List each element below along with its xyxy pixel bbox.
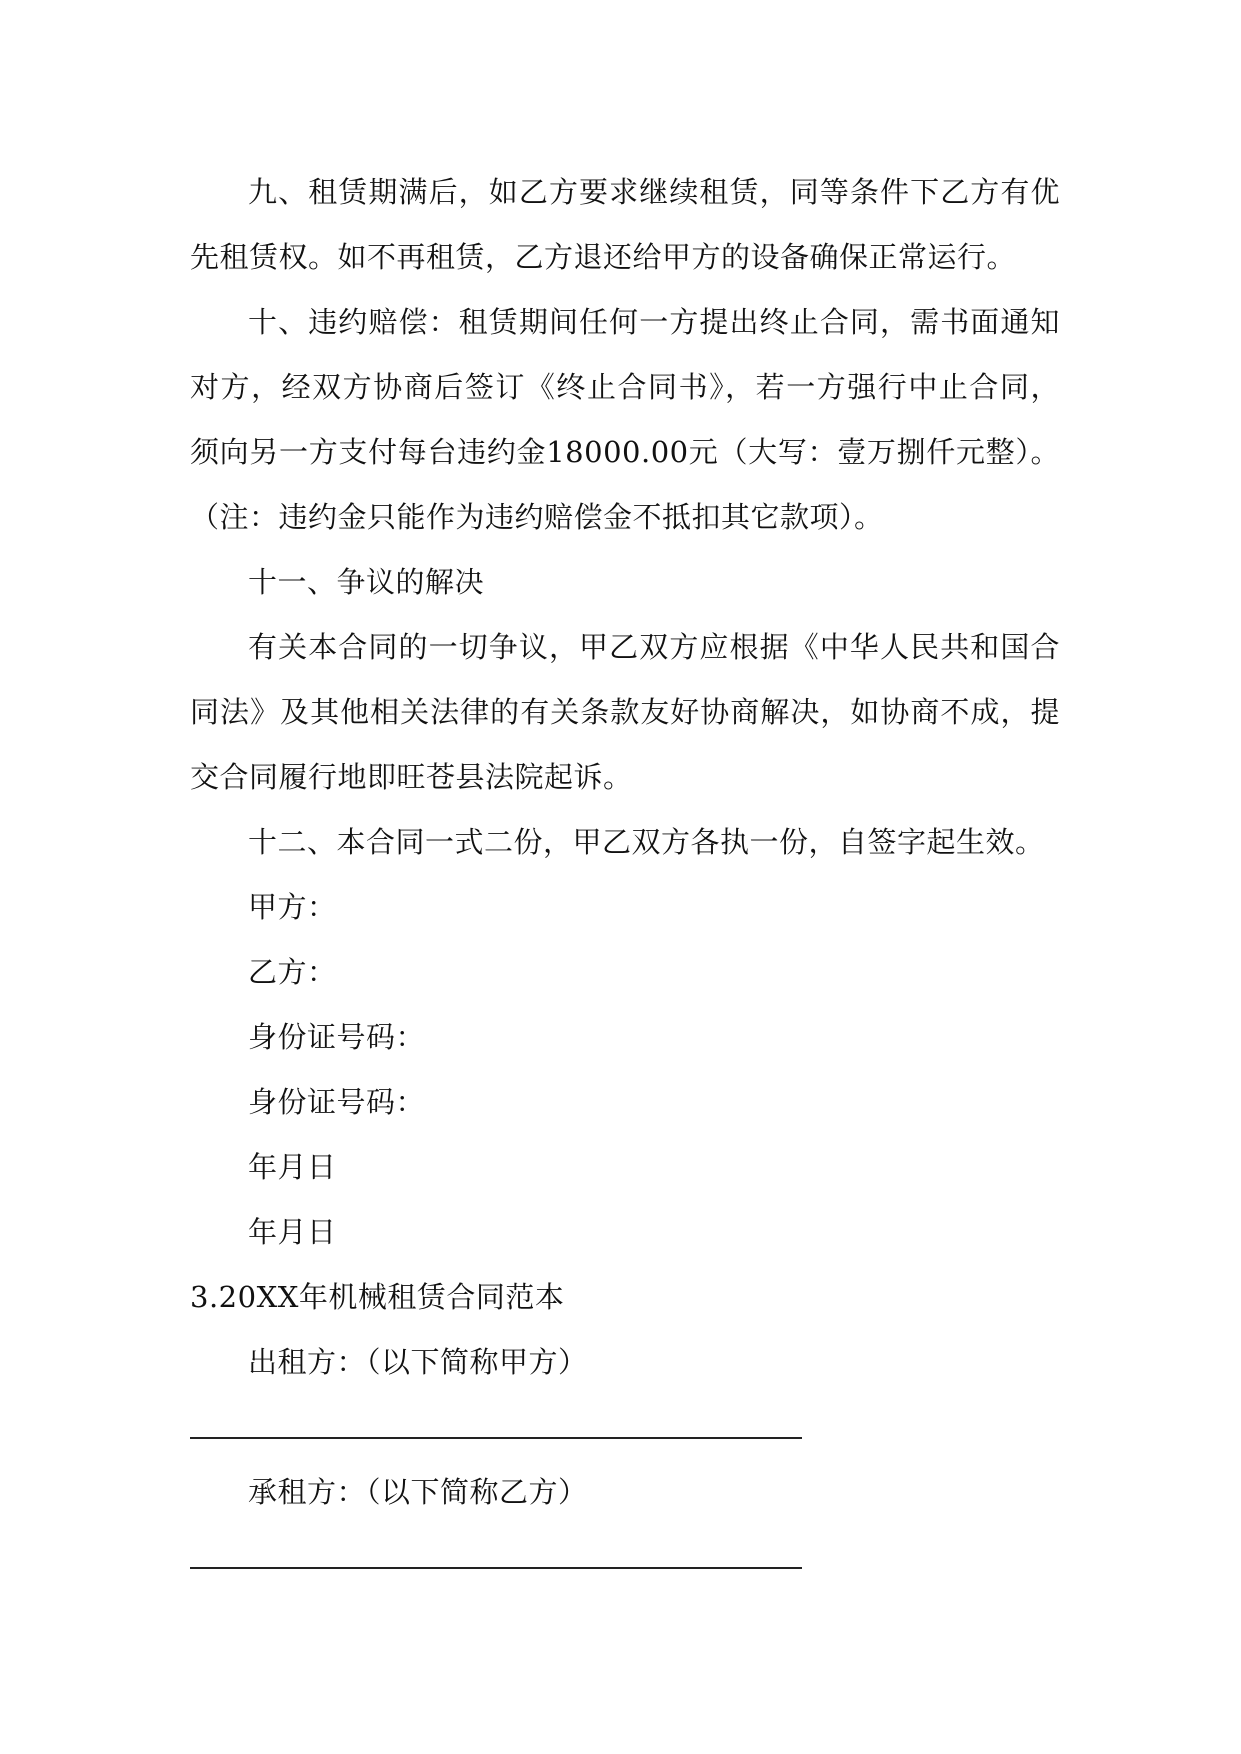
clause-ten: 十、违约赔偿：租赁期间任何一方提出终止合同，需书面通知对方，经双方协商后签订《终止合同书》，若一方强行中止合同，须向另一方支付每台违约金18000.00元（大写：壹万捌仟元整）。（注：违约金只能作为违约赔偿金不抵扣其它款项）。 — [190, 305, 1060, 534]
document-page — [190, 160, 1060, 1590]
clause-eleven-body: 有关本合同的一切争议，甲乙双方应根据《中华人民共和国合同法》及其他相关法律的有关条款友好协商解决，如协商不成，提交合同履行地即旺苍县法院起诉。 — [190, 630, 1060, 794]
date-line-b: 年月日 — [248, 1215, 337, 1249]
underline — [190, 1437, 802, 1439]
lessee-fill-line — [190, 1525, 1060, 1590]
clause-twelve: 十二、本合同一式二份，甲乙双方各执一份，自签字起生效。 — [248, 825, 1045, 859]
underline — [190, 1567, 802, 1569]
id-number-label-a: 身份证号码： — [248, 1020, 426, 1054]
lessor-label: 出租方：（以下简称甲方） — [248, 1345, 588, 1379]
id-number-label-b: 身份证号码： — [248, 1085, 426, 1119]
party-a-label: 甲方： — [248, 890, 337, 924]
lessor-fill-line — [190, 1395, 1060, 1460]
clause-eleven-heading: 十一、争议的解决 — [248, 565, 485, 599]
section-title: 3.20XX年机械租赁合同范本 — [190, 1280, 565, 1314]
party-b-label: 乙方： — [248, 955, 337, 989]
clause-nine: 九、租赁期满后，如乙方要求继续租赁，同等条件下乙方有优先租赁权。如不再租赁，乙方退还给甲方的设备确保正常运行。 — [190, 175, 1060, 274]
lessee-label: 承租方：（以下简称乙方） — [248, 1475, 588, 1509]
date-line-a: 年月日 — [248, 1150, 337, 1184]
